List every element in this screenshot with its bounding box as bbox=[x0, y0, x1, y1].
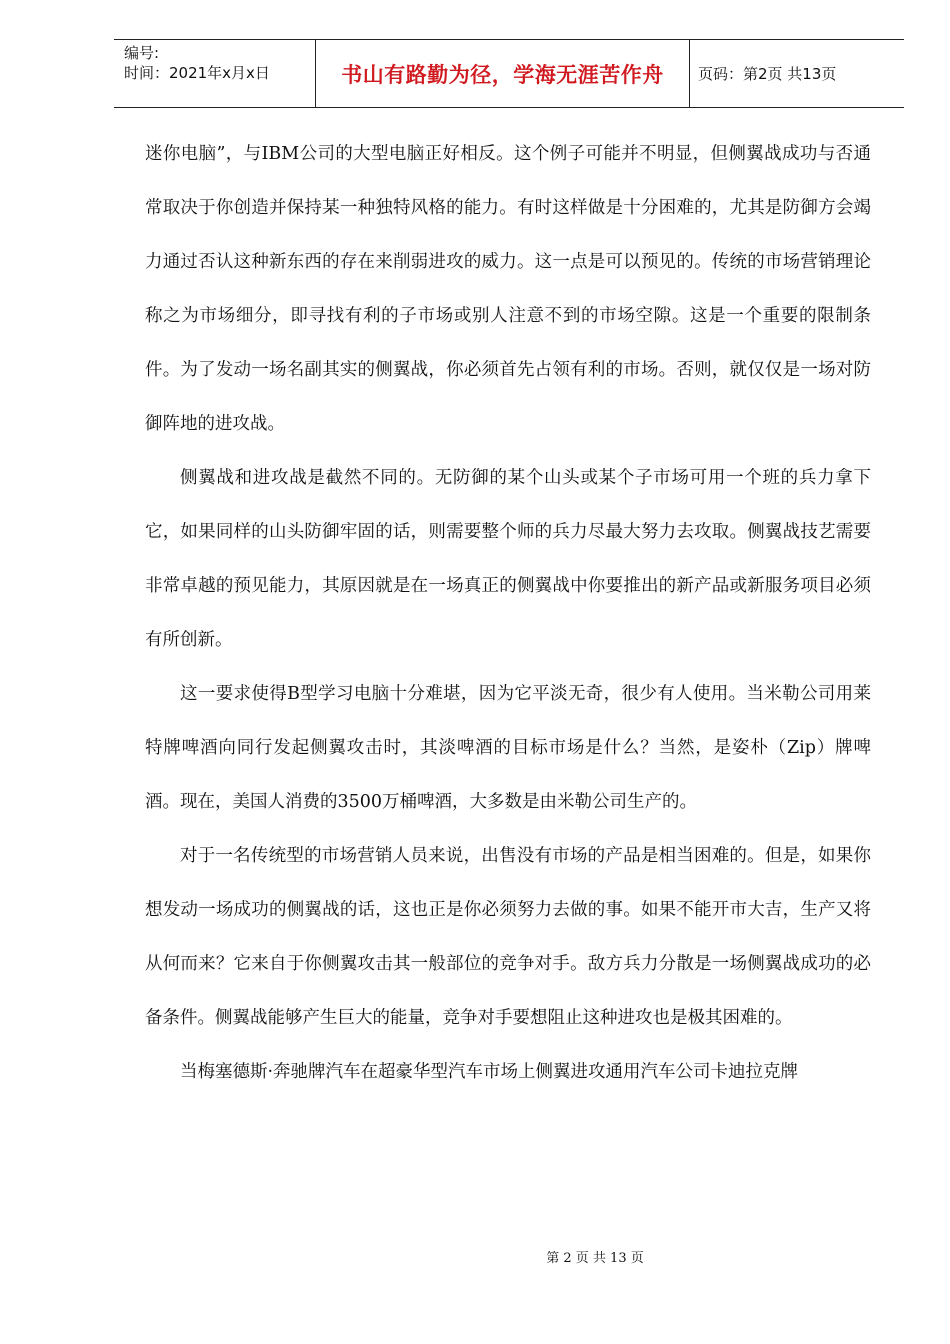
header-motto: 书山有路勤为径，学海无涯苦作舟 bbox=[316, 40, 690, 107]
document-body bbox=[145, 127, 871, 1099]
page-footer: 第 2 页 共 13 页 bbox=[546, 1251, 644, 1266]
header-page-info: 页码：第2页 共13页 bbox=[698, 65, 837, 83]
page-header bbox=[114, 39, 904, 108]
paragraph-5: 当梅塞德斯·奔驰牌汽车在超豪华型汽车市场上侧翼进攻通用汽车公司卡迪拉克牌 bbox=[180, 1062, 799, 1082]
time-label: 时间：2021年x月x日 bbox=[124, 64, 270, 82]
header-meta bbox=[114, 40, 316, 107]
paragraph-3: 这一要求使得B型学习电脑十分难堪，因为它平淡无奇，很少有人使用。当米勒公司用莱特牌啤酒向同行发起侧翼攻击时，其淡啤酒的目标市场是什么？当然，是姿朴（Zip）牌啤酒。现在，美国人消费的3500万桶啤酒，大多数是由米勒公司生产的。 bbox=[145, 684, 871, 812]
code-label: 编号: bbox=[124, 44, 160, 62]
paragraph-2: 侧翼战和进攻战是截然不同的。无防御的某个山头或某个子市场可用一个班的兵力拿下它，如果同样的山头防御牢固的话，则需要整个师的兵力尽最大努力去攻取。侧翼战技艺需要非常卓越的预见能力，其原因就是在一场真正的侧翼战中你要推出的新产品或新服务项目必须有所创新。 bbox=[145, 468, 871, 650]
paragraph-1: 迷你电脑”，与IBM公司的大型电脑正好相反。这个例子可能并不明显，但侧翼战成功与否通常取决于你创造并保持某一种独特风格的能力。有时这样做是十分困难的，尤其是防御方会竭力通过否认这种新东西的存在来削弱进攻的威力。这一点是可以预见的。传统的市场营销理论称之为市场细分，即寻找有利的子市场或别人注意不到的市场空隙。这是一个重要的限制条件。为了发动一场名副其实的侧翼战，你必须首先占领有利的市场。否则，就仅仅是一场对防御阵地的进攻战。 bbox=[145, 144, 871, 434]
paragraph-4: 对于一名传统型的市场营销人员来说，出售没有市场的产品是相当困难的。但是，如果你想发动一场成功的侧翼战的话，这也正是你必须努力去做的事。如果不能开市大吉，生产又将从何而来？它来自于你侧翼攻击其一般部位的竞争对手。敌方兵力分散是一场侧翼战成功的必备条件。侧翼战能够产生巨大的能量，竞争对手要想阻止这种进攻也是极其困难的。 bbox=[145, 846, 871, 1028]
